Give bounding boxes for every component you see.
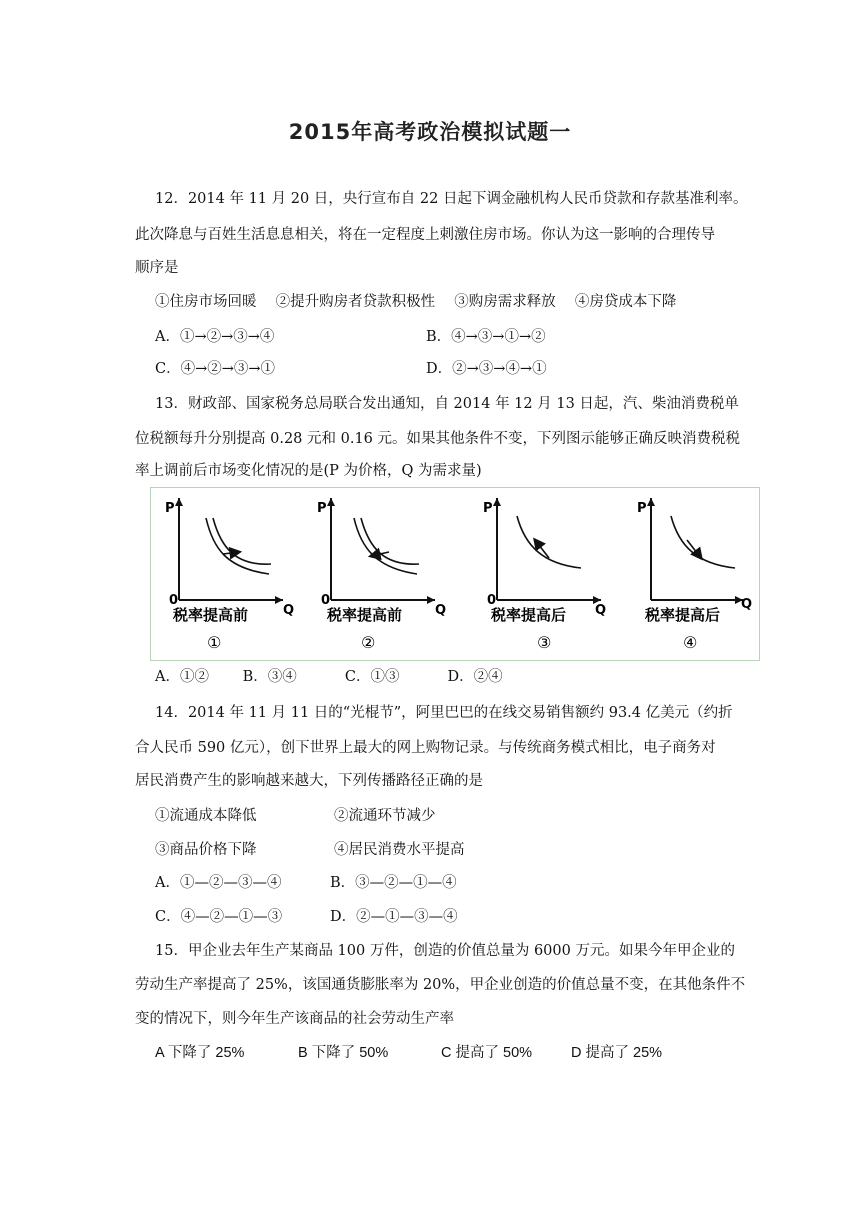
graph-1: [165, 498, 294, 652]
q14-stem-line2: 合人民币 590 亿元），创下世界上最大的网上购物记录。与传统商务模式相比，电子商务对: [135, 740, 716, 756]
q14-stem-line1: 14．2014 年 11 月 11 日的“光棍节”，阿里巴巴的在线交易销售额约 93.4 亿美元（约折: [155, 705, 733, 721]
graph-2-origin: 0: [321, 593, 331, 608]
graph-2-number: ②: [361, 633, 376, 652]
graph-1-origin: 0: [169, 593, 179, 608]
q12-items: ①住房市场回暖 ②提升购房者贷款积极性 ③购房需求释放 ④房贷成本下降: [155, 294, 677, 310]
graph-4: [637, 498, 752, 652]
graph-2-caption: 税率提高前: [327, 606, 403, 624]
q13-graphs: [151, 488, 759, 660]
q13-figure: [150, 487, 760, 661]
graph-4-q-label: Q: [741, 597, 753, 612]
graph-3-caption: 税率提高后: [491, 606, 567, 624]
graph-3-q-label: Q: [595, 603, 607, 618]
q12-option-c: C．④→②→③→①: [155, 361, 276, 377]
graph-1-number: ①: [207, 633, 222, 652]
graph-3-origin: 0: [487, 593, 497, 608]
graph-4-curve: [671, 516, 735, 568]
q13-options: A．①② B．③④ C．①③ D．②④: [155, 669, 503, 685]
q14-option-b: B．③—②—①—④: [330, 875, 457, 891]
q13-stem-line2: 位税额每升分别提高 0.28 元和 0.16 元。如果其他条件不变，下列图示能够正确反映消费税税: [135, 431, 741, 447]
q15-stem-line3: 变的情况下，则今年生产该商品的社会劳动生产率: [135, 1011, 454, 1027]
q15-option-b: B 下降了 50%: [298, 1045, 389, 1061]
q14-option-d: D．②—①—③—④: [330, 909, 458, 925]
graph-1-p-label: P: [165, 501, 175, 516]
graph-3-curve: [517, 516, 581, 568]
q13-stem-line3: 率上调前后市场变化情况的是(P 为价格，Q 为需求量): [135, 463, 482, 479]
q14-item-3: ③商品价格下降: [155, 842, 257, 858]
q15-option-d: D 提高了 25%: [571, 1045, 663, 1061]
graph-1-arrow: [223, 552, 239, 554]
q15-option-c: C 提高了 50%: [441, 1045, 533, 1061]
graph-2: [317, 498, 446, 652]
graph-3-p-label: P: [483, 501, 493, 516]
graph-2-p-label: P: [317, 501, 327, 516]
q12-option-b: B．④→③→①→②: [426, 329, 546, 345]
graph-4-p-label: P: [637, 501, 647, 516]
q15-stem-line2: 劳动生产率提高了 25%，该国通货膨胀率为 20%，甲企业创造的价值总量不变，在其他条件不: [135, 977, 746, 993]
graph-1-q-label: Q: [283, 603, 295, 618]
graph-3-number: ③: [537, 633, 552, 652]
q12-option-d: D．②→③→④→①: [426, 361, 547, 377]
graph-3: [483, 498, 606, 652]
q12-stem-line1: 12．2014 年 11 月 20 日，央行宣布自 22 日起下调金融机构人民币贷款和存款基准利率。: [155, 191, 748, 207]
graph-4-number: ④: [683, 633, 698, 652]
q12-stem-line3: 顺序是: [135, 260, 179, 276]
page-title: 2015年高考政治模拟试题一: [288, 120, 572, 144]
q14-stem-line3: 居民消费产生的影响越来越大，下列传播路径正确的是: [135, 773, 483, 789]
graph-2-curve-b: [361, 518, 419, 564]
graph-4-caption: 税率提高后: [645, 606, 721, 624]
q13-stem-line1: 13．财政部、国家税务总局联合发出通知，自 2014 年 12 月 13 日起，汽、柴油消费税单: [155, 396, 739, 412]
q14-item-2: ②流通环节减少: [334, 808, 436, 824]
graph-1-caption: 税率提高前: [173, 606, 249, 624]
q14-item-1: ①流通成本降低: [155, 808, 257, 824]
q12-stem-line2: 此次降息与百姓生活息息相关，将在一定程度上刺激住房市场。你认为这一影响的合理传导: [135, 227, 715, 243]
q14-option-c: C．④—②—①—③: [155, 909, 283, 925]
q14-item-4: ④居民消费水平提高: [334, 842, 465, 858]
q14-option-a: A．①—②—③—④: [155, 875, 282, 891]
q12-option-a: A．①→②→③→④: [155, 329, 275, 345]
q15-stem-line1: 15．甲企业去年生产某商品 100 万件，创造的价值总量为 6000 万元。如果今年甲企业的: [155, 943, 735, 959]
graph-1-curve-b: [213, 518, 271, 564]
graph-2-q-label: Q: [435, 603, 447, 618]
q15-option-a: A 下降了 25%: [155, 1045, 245, 1061]
